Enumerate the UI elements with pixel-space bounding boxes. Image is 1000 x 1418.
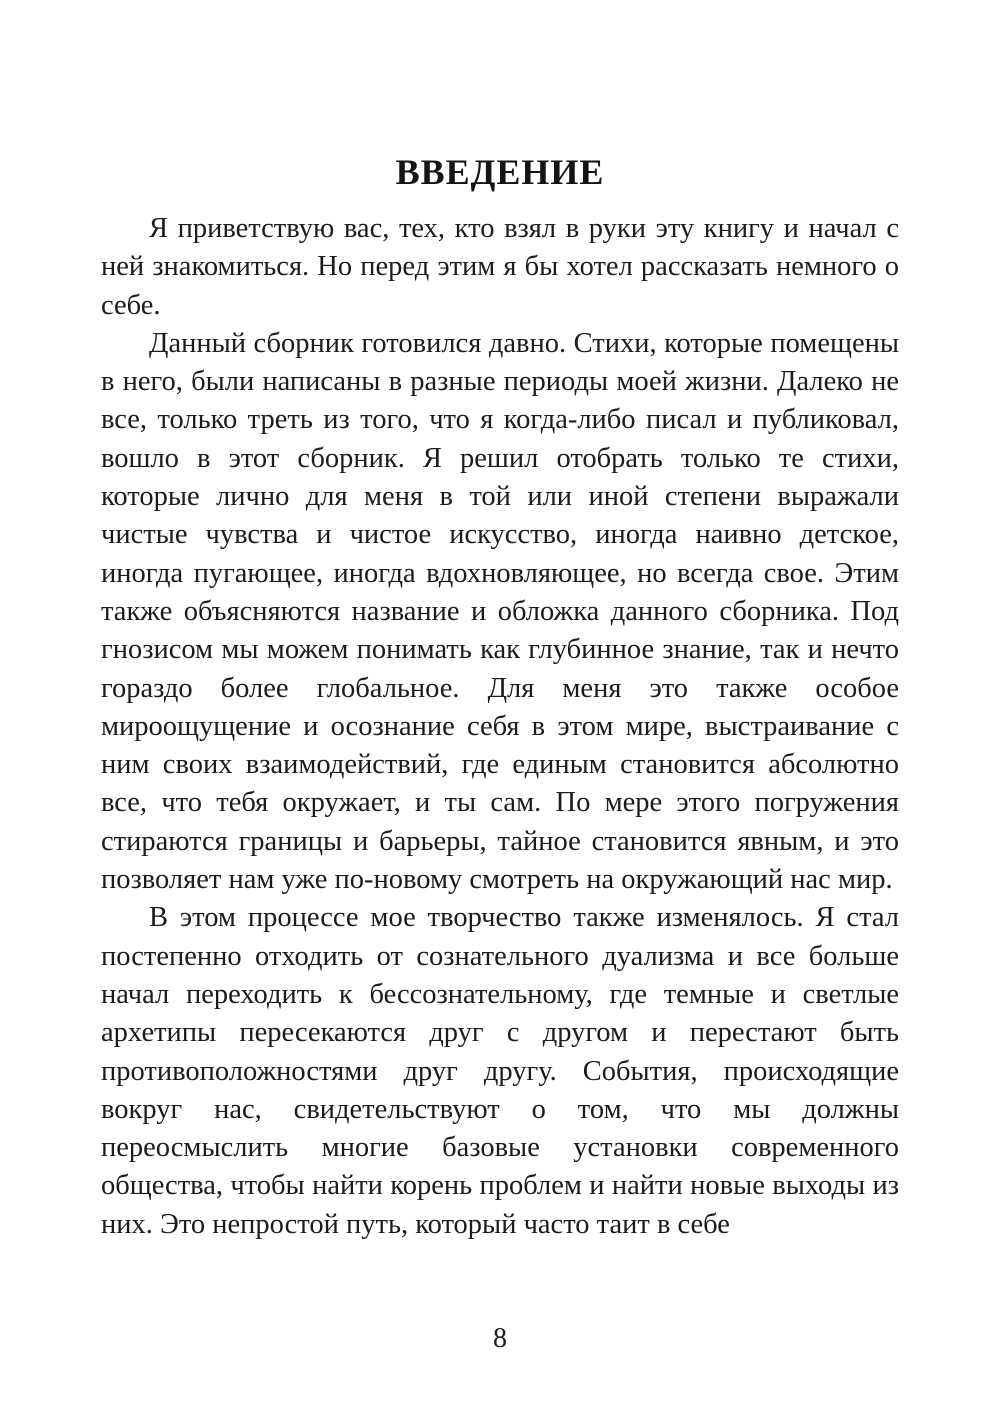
page-number: 8 (493, 1323, 507, 1354)
paragraph-greeting: Я приветствую вас, тех, кто взял в руки эту книгу и начал с ней знакомиться. Но перед этим я бы хотел рассказать немного о себе. (101, 213, 899, 321)
paragraph-creativity: В этом процессе мое творчество также изменялось. Я стал постепенно отходить от сознательного дуализма и все больше начал переходить к бессознательному, где темные и светлые архетипы пересекаются друг с другом и перестают быть противоположностями друг другу. События, происходящие вокруг нас, свидетельствуют о том, что мы должны переосмыслить многие базовые установки современного общества, чтобы найти корень проблем и найти новые выходы из них. Это непростой путь, который часто таит в себе (101, 902, 899, 1240)
paragraph-collection: Данный сборник готовился давно. Стихи, которые помещены в него, были написаны в разные периоды моей жизни. Далеко не все, только треть из того, что я когда-либо писал и публиковал, вошло в этот сборник. Я решил отобрать только те стихи, которые лично для меня в той или иной степени выражали чистые чувства и чистое искусство, иногда наивно детское, иногда пугающее, иногда вдохновляющее, но всегда свое. Этим также объясняются название и обложка данного сборника. Под гнозисом мы можем понимать как глубинное знание, так и нечто гораздо более глобальное. Для меня это также особое мироощущение и осознание себя в этом мире, выстраивание с ним своих взаимодействий, где единым становится абсолютно все, что тебя окружает, и ты сам. По мере этого погружения стираются границы и барьеры, тайное становится явным, и это позволяет нам уже по-новому смотреть на окружающий нас мир. (101, 327, 899, 896)
chapter-title: ВВЕДЕНИЕ (395, 152, 605, 192)
page-content (101, 150, 899, 1244)
